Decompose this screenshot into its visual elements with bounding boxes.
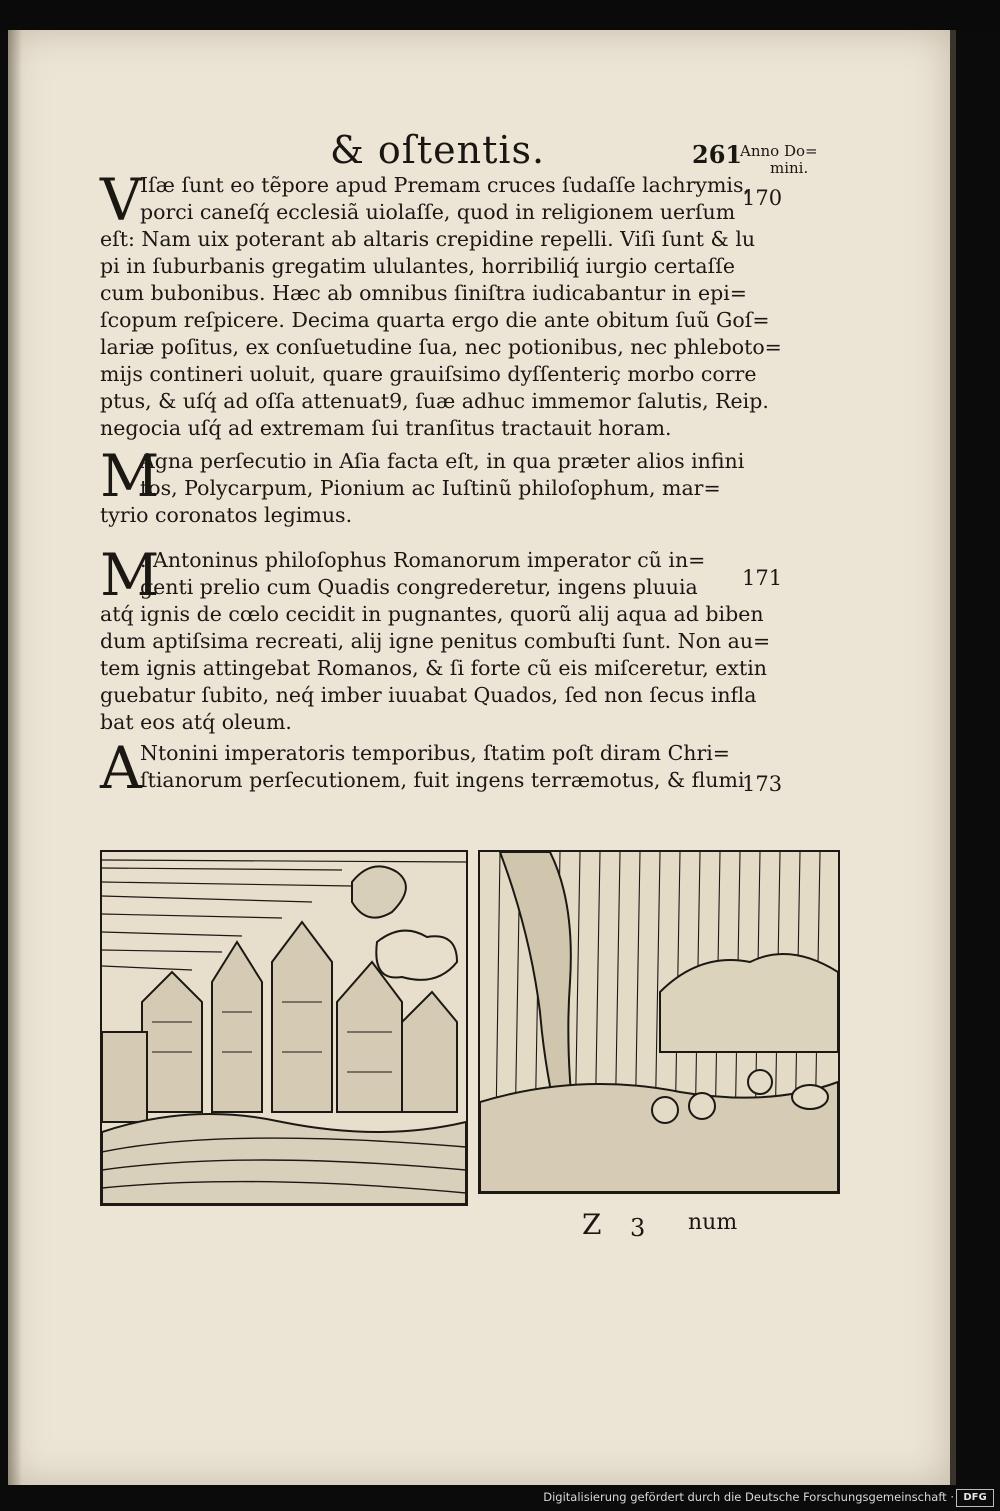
catchword: num (688, 1210, 738, 1235)
drop-capital: A (100, 734, 142, 802)
footer-bar (0, 1485, 1000, 1511)
margin-year: 173 (742, 772, 783, 796)
text-line: Iſæ ſunt eo tẽpore apud Premam cruces ſudaſſe lachrymis, (140, 173, 750, 197)
margin-year: 170 (742, 186, 783, 210)
text-line: genti prelio cum Quadis congrederetur, ingens pluuia (140, 575, 698, 599)
text-line: . Antoninus philoſophus Romanorum imperator cũ in= (140, 548, 706, 572)
text-line: pi in ſuburbanis gregatim ululantes, horribiliq́ iurgio certaſſe (100, 254, 735, 278)
spine-shadow (8, 30, 22, 1485)
text-line: negocia uſq́ ad extremam ſui tranſitus tractauit horam. (100, 416, 672, 440)
text-line: bat eos atq́ oleum. (100, 710, 292, 734)
dfg-logo: DFG (956, 1489, 994, 1507)
text-line: cum bubonibus. Hæc ab omnibus ſiniſtra iudicabantur in epi= (100, 281, 747, 305)
footer-credit: Digitalisierung gefördert durch die Deutsche Forschungsgemeinschaft · (543, 1490, 954, 1504)
page-number: 261 (692, 140, 743, 169)
text-line: ptus, & uſq́ ad oſſa attenuat9, ſuæ adhuc immemor ſalutis, Reip. (100, 389, 769, 413)
drop-capital: V (100, 166, 142, 234)
text-line: tos, Polycarpum, Pionium ac Iuſtinũ philoſophum, mar= (140, 476, 721, 500)
text-line: porci caneſq́ ecclesiã uiolaſſe, quod in religionem uerſum (140, 200, 736, 224)
signature-number: 3 (630, 1214, 646, 1242)
woodcut-city-illustration (100, 850, 468, 1206)
margin-year: 171 (742, 566, 783, 590)
running-head: & oſtentis. (330, 128, 546, 172)
drop-capital: M (100, 541, 160, 609)
text-line: ſtianorum perſecutionem, fuit ingens terræmotus, & flumi (140, 768, 745, 792)
text-line: guebatur ſubito, neq́ imber iuuabat Quados, ſed non ſecus infla (100, 683, 757, 707)
text-line: lariæ poſitus, ex conſuetudine ſua, nec potionibus, nec phleboto= (100, 335, 782, 359)
page-edge (950, 30, 956, 1485)
paragraph (100, 442, 760, 543)
margin-heading-line: Anno Do= (740, 142, 818, 160)
scan-frame-top (0, 0, 1000, 30)
text-line: Agna perſecutio in Aſia facta eſt, in qua præter alios infini (140, 449, 745, 473)
signature-mark: Z (582, 1208, 602, 1241)
text-line: tem ignis attingebat Romanos, & ſi forte cũ eis miſceretur, extin (100, 656, 767, 680)
text-line: dum aptiſsima recreati, alij igne penitus combuſti ſunt. Non au= (100, 629, 771, 653)
paragraph (100, 734, 760, 802)
woodcut-rain-illustration (478, 850, 840, 1194)
margin-heading-line: mini. (770, 159, 809, 177)
drop-capital: M (100, 442, 160, 510)
text-line: ſcopum reſpicere. Decima quarta ergo die ante obitum ſuũ Goſ= (100, 308, 770, 332)
text-line: atq́ ignis de cœlo cecidit in pugnantes, quorũ alij aqua ad biben (100, 602, 764, 626)
text-line: mijs contineri uoluit, quare grauiſsimo dyſſenteriç morbo corre (100, 362, 757, 386)
text-line: tyrio coronatos legimus. (100, 503, 353, 527)
text-line: Ntonini imperatoris temporibus, ſtatim poſt diram Chri= (140, 741, 730, 765)
text-line: eſt: Nam uix poterant ab altaris crepidine repelli. Viſi ſunt & lu (100, 227, 756, 251)
